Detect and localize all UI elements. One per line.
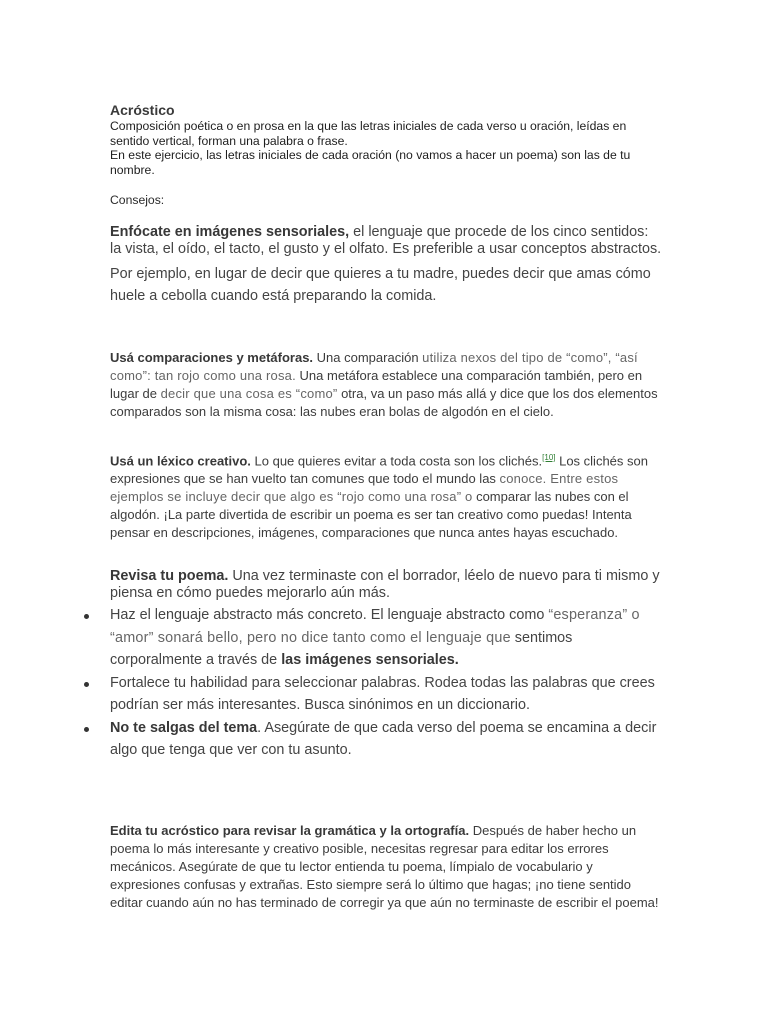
comparaciones-heading: Usá comparaciones y metáforas. [110,350,314,365]
reference-link[interactable]: [10] [542,453,556,462]
lexico-body-1: Lo que quieres evitar a toda costa son los clichés. [250,453,543,469]
document-title: Acróstico [110,102,175,118]
sensory-heading: Enfócate en imágenes sensoriales, [110,224,350,240]
comparaciones-tip [110,349,662,421]
list-item [110,604,662,672]
edita-tip [110,822,662,912]
title-section [110,102,662,177]
bullet-1-text: Haz el lenguaje abstracto más concreto. El lenguaje abstracto como [110,607,549,623]
edita-body: Después de haber hecho un poema lo más interesante y creativo posible, necesitas regresar para editar los errores mecánicos. Asegúrate de que tu lector entienda tu poema, límpialo de vocabulario y expresiones confusas y extrañas. Esto siempre será lo último que hagas; ¡no tiene sentido editar cuando aún no has terminado de corregir ya que aún no terminaste de escribir el poema! [110,823,659,910]
sensory-body: el lenguaje que procede de los cinco sentidos: la vista, el oído, el tacto, el gusto y el olfato. Es preferible a usar conceptos abstractos. [110,224,662,258]
bullet-1-text-2: sentimos corporalmente a través de [110,629,573,668]
definition-line-2: En este ejercicio, las letras iniciales de cada oración (no vamos a hacer un poema) son las de tu nombre. [110,148,631,177]
lexico-body-3: comparar las nubes con el algodón. ¡La parte divertida de escribir un poema es ser tan creativo como puedas! Intenta pensar en descripciones, imágenes, comparaciones que nunca antes hayas escuchado. [110,489,632,541]
lexico-body-2-light: conoce. Entre estos ejemplos se incluye decir que algo es “rojo como una rosa” o [110,471,619,505]
lexico-body-2: Los clichés son expresiones que se han vuelto tan comunes que todo el mundo las [110,453,648,487]
bullet-3-text: . Asegúrate de que cada verso del poema se encamina a decir algo que tenga que ver con tu asunto. [110,719,657,758]
bullet-3-bold: No te salgas del tema [110,719,258,736]
bullet-1-bold: las imágenes sensoriales. [281,652,459,668]
lexico-heading: Usá un léxico creativo. [110,453,251,469]
sensory-example: Por ejemplo, en lugar de decir que quieres a tu madre, puedes decir que amas cómo huele a cebolla cuando está preparando la comida. [110,265,651,305]
bullet-1-light-text: “esperanza” o “amor” sonará bello, pero no dice tanto como el lenguaje que [110,607,640,646]
comparaciones-body-2-light: decir que una cosa es “como” [160,386,338,401]
bullet-icon [84,727,89,732]
definition-text [110,119,662,177]
list-item [110,717,662,762]
bullet-list [110,604,662,762]
bullet-2-text: Fortalece tu habilidad para seleccionar palabras. Rodea todas las palabras que crees podrían ser más interesantes. Busca sinónimos en un diccionario. [110,674,655,713]
consejos-label: Consejos: [110,193,165,207]
edita-heading: Edita tu acróstico para revisar la gramática y la ortografía. [110,823,470,838]
comparaciones-body-3: otra, va un paso más allá y dice que los dos elementos comparados son la misma cosa: las nubes eran bolas de algodón en el cielo. [110,386,658,419]
lexico-tip [110,449,662,542]
sensory-tip [110,224,662,308]
revisa-heading: Revisa tu poema. [110,568,229,584]
sensory-paragraph [110,224,662,259]
comparaciones-body-2: Una metáfora establece una comparación también, pero en lugar de [110,368,643,401]
list-item [110,672,662,717]
definition-line-1: Composición poética o en prosa en la que las letras iniciales de cada verso u oración, leídas en sentido vertical, forman una palabra o frase. [110,119,627,148]
revisa-tip [110,568,662,603]
comparaciones-body-1: Una comparación [313,350,423,365]
bullet-icon [84,682,89,687]
revisa-body: Una vez terminaste con el borrador, léelo de nuevo para ti mismo y piensa en cómo puedes mejorarlo aún más. [110,568,660,602]
bullet-icon [84,614,89,619]
comparaciones-body-1-light: utiliza nexos del tipo de “como”, “así como”: tan rojo como una rosa. [110,350,638,383]
